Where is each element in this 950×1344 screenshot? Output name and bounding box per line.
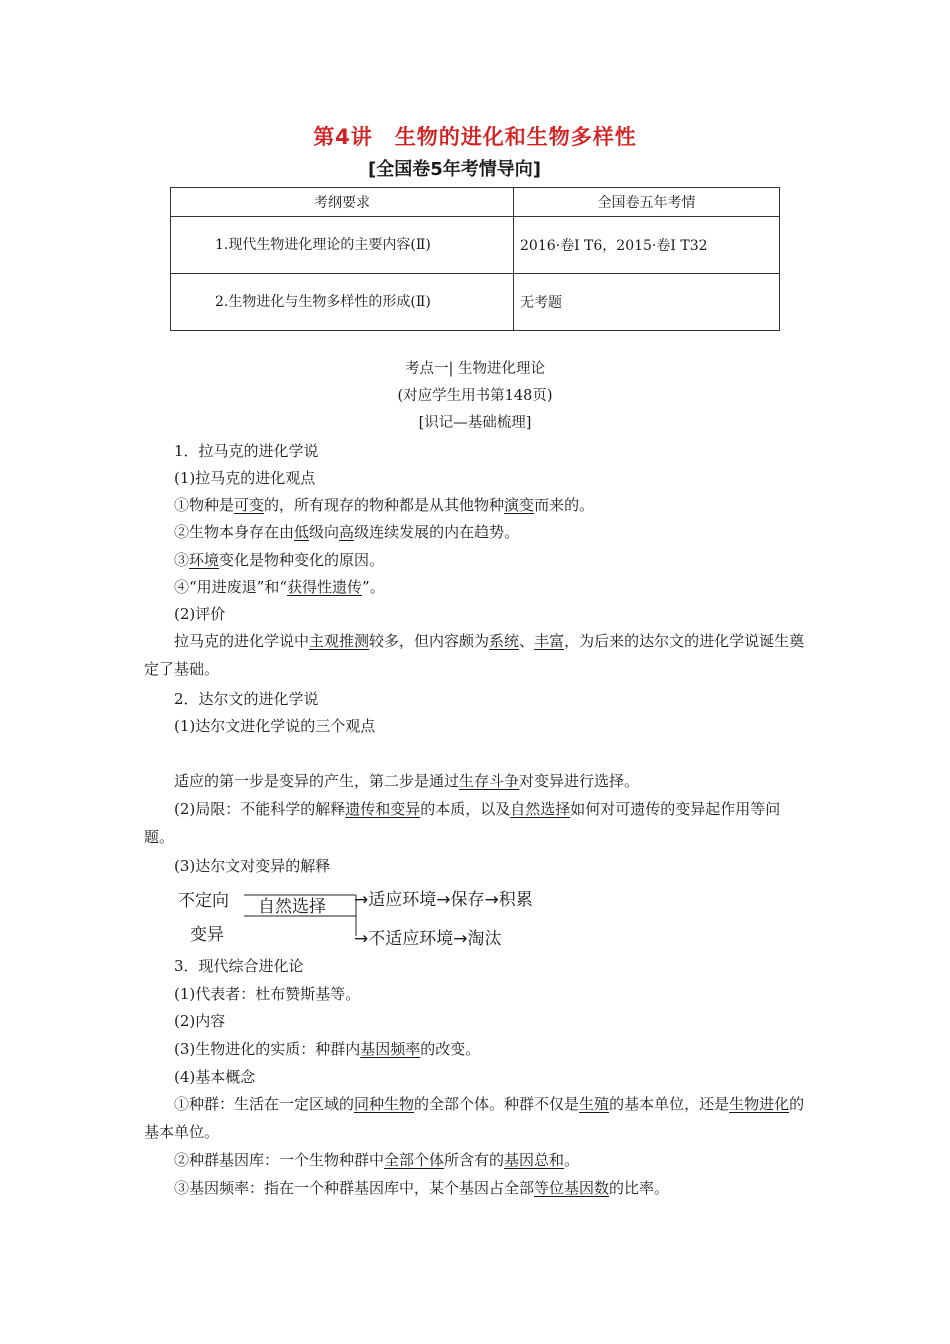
modern-representative: (1)代表者：杜布赞斯基等。 bbox=[174, 985, 361, 1003]
key-term: 可变 bbox=[234, 496, 265, 514]
key-term: 高 bbox=[339, 523, 355, 541]
key-term: 系统 bbox=[489, 632, 520, 650]
key-term: 主观推测 bbox=[309, 632, 370, 650]
key-term: 同种生物 bbox=[354, 1095, 415, 1113]
subheading-lamarck-views: (1)拉马克的进化观点 bbox=[174, 469, 316, 487]
page-reference: (对应学生用书第148页) bbox=[397, 388, 553, 404]
lesson-number: 第4讲 bbox=[313, 125, 373, 149]
diagram-label-undirected: 不定向 bbox=[178, 891, 229, 911]
diagram-branch-adapted: →适应环境→保存→积累 bbox=[354, 890, 533, 910]
exam-requirements-table bbox=[170, 187, 780, 331]
key-term: 生殖 bbox=[579, 1095, 610, 1113]
modern-essence: (3)生物进化的实质：种群内基因频率的改变。 bbox=[174, 1040, 481, 1058]
heading-lamarck: 1．拉马克的进化学说 bbox=[174, 442, 319, 460]
key-term: 自然选择 bbox=[510, 800, 571, 818]
section-tag: [识记—基础梳理] bbox=[418, 415, 532, 431]
lamarck-point-2: ②生物本身存在由低级向高级连续发展的内在趋势。 bbox=[174, 523, 520, 541]
concept-gene-frequency: ③基因频率：指在一个种群基因库中，某个基因占全部等位基因数的比率。 bbox=[174, 1179, 670, 1197]
section-heading: 考点一| 生物进化理论 bbox=[405, 361, 545, 377]
concept-population: ①种群：生活在一定区域的同种生物的全部个体。种群不仅是生殖的基本单位，还是生物进化的基本单位。 bbox=[144, 1095, 805, 1141]
subheading-darwin-views: (1)达尔文进化学说的三个观点 bbox=[174, 717, 376, 735]
exam-info-cell: 2016·卷Ⅰ T6，2015·卷Ⅰ T32 bbox=[514, 217, 780, 274]
exam-info-cell: 无考题 bbox=[514, 274, 780, 331]
key-term: 等位基因数 bbox=[534, 1179, 610, 1197]
lamarck-point-4: ④“用进废退”和“获得性遗传”。 bbox=[174, 578, 385, 596]
key-term: 全部个体 bbox=[384, 1151, 445, 1169]
requirement-cell: 1.现代生物进化理论的主要内容(Ⅱ) bbox=[171, 217, 514, 274]
key-term: 获得性遗传 bbox=[287, 578, 363, 596]
key-term: 生存斗争 bbox=[459, 772, 520, 790]
darwin-adaptation: 适应的第一步是变异的产生，第二步是通过生存斗争对变异进行选择。 bbox=[174, 772, 640, 790]
diagram-label-variation: 变异 bbox=[190, 925, 224, 945]
table-row bbox=[171, 217, 780, 274]
key-term: 遗传和变异 bbox=[345, 800, 421, 818]
lamarck-evaluation: 拉马克的进化学说中主观推测较多，但内容颇为系统、丰富，为后来的达尔文的进化学说诞生奠定了基础。 bbox=[144, 632, 805, 678]
key-term: 丰富 bbox=[534, 632, 565, 650]
lesson-name: 生物的进化和生物多样性 bbox=[394, 125, 637, 149]
heading-darwin: 2．达尔文的进化学说 bbox=[174, 690, 319, 708]
lamarck-point-3: ③环境变化是物种变化的原因。 bbox=[174, 551, 385, 569]
modern-basic-concepts: (4)基本概念 bbox=[174, 1068, 256, 1086]
diagram-branch-unadapted: →不适应环境→淘汰 bbox=[354, 929, 502, 949]
subheading-variation-explanation: (3)达尔文对变异的解释 bbox=[174, 857, 331, 875]
exam-orientation-heading: [全国卷5年考情导向] bbox=[368, 159, 541, 180]
modern-content: (2)内容 bbox=[174, 1012, 226, 1030]
key-term: 基因总和 bbox=[504, 1151, 565, 1169]
concept-gene-pool: ②种群基因库：一个生物种群中全部个体所含有的基因总和。 bbox=[174, 1151, 580, 1169]
key-term: 低 bbox=[294, 523, 310, 541]
table-header-requirement: 考纲要求 bbox=[171, 188, 514, 217]
lesson-title bbox=[0, 121, 950, 151]
darwin-limitation: (2)局限：不能科学的解释遗传和变异的本质，以及自然选择如何对可遗传的变异起作用等问题。 bbox=[144, 800, 781, 846]
lamarck-point-1: ①物种是可变的，所有现存的物种都是从其他物种演变而来的。 bbox=[174, 496, 595, 514]
heading-modern-synthesis: 3．现代综合进化论 bbox=[174, 957, 304, 975]
key-term: 生物进化 bbox=[729, 1095, 790, 1113]
table-header-row bbox=[171, 188, 780, 217]
requirement-cell: 2.生物进化与生物多样性的形成(Ⅱ) bbox=[171, 274, 514, 331]
key-term: 基因频率 bbox=[360, 1040, 421, 1058]
subheading-evaluation: (2)评价 bbox=[174, 605, 226, 623]
table-header-exam-info: 全国卷五年考情 bbox=[514, 188, 780, 217]
variation-selection-diagram bbox=[178, 880, 598, 950]
table-row bbox=[171, 274, 780, 331]
key-term: 演变 bbox=[504, 496, 535, 514]
diagram-label-natural-selection: 自然选择 bbox=[258, 897, 326, 917]
key-term: 环境 bbox=[189, 551, 220, 569]
